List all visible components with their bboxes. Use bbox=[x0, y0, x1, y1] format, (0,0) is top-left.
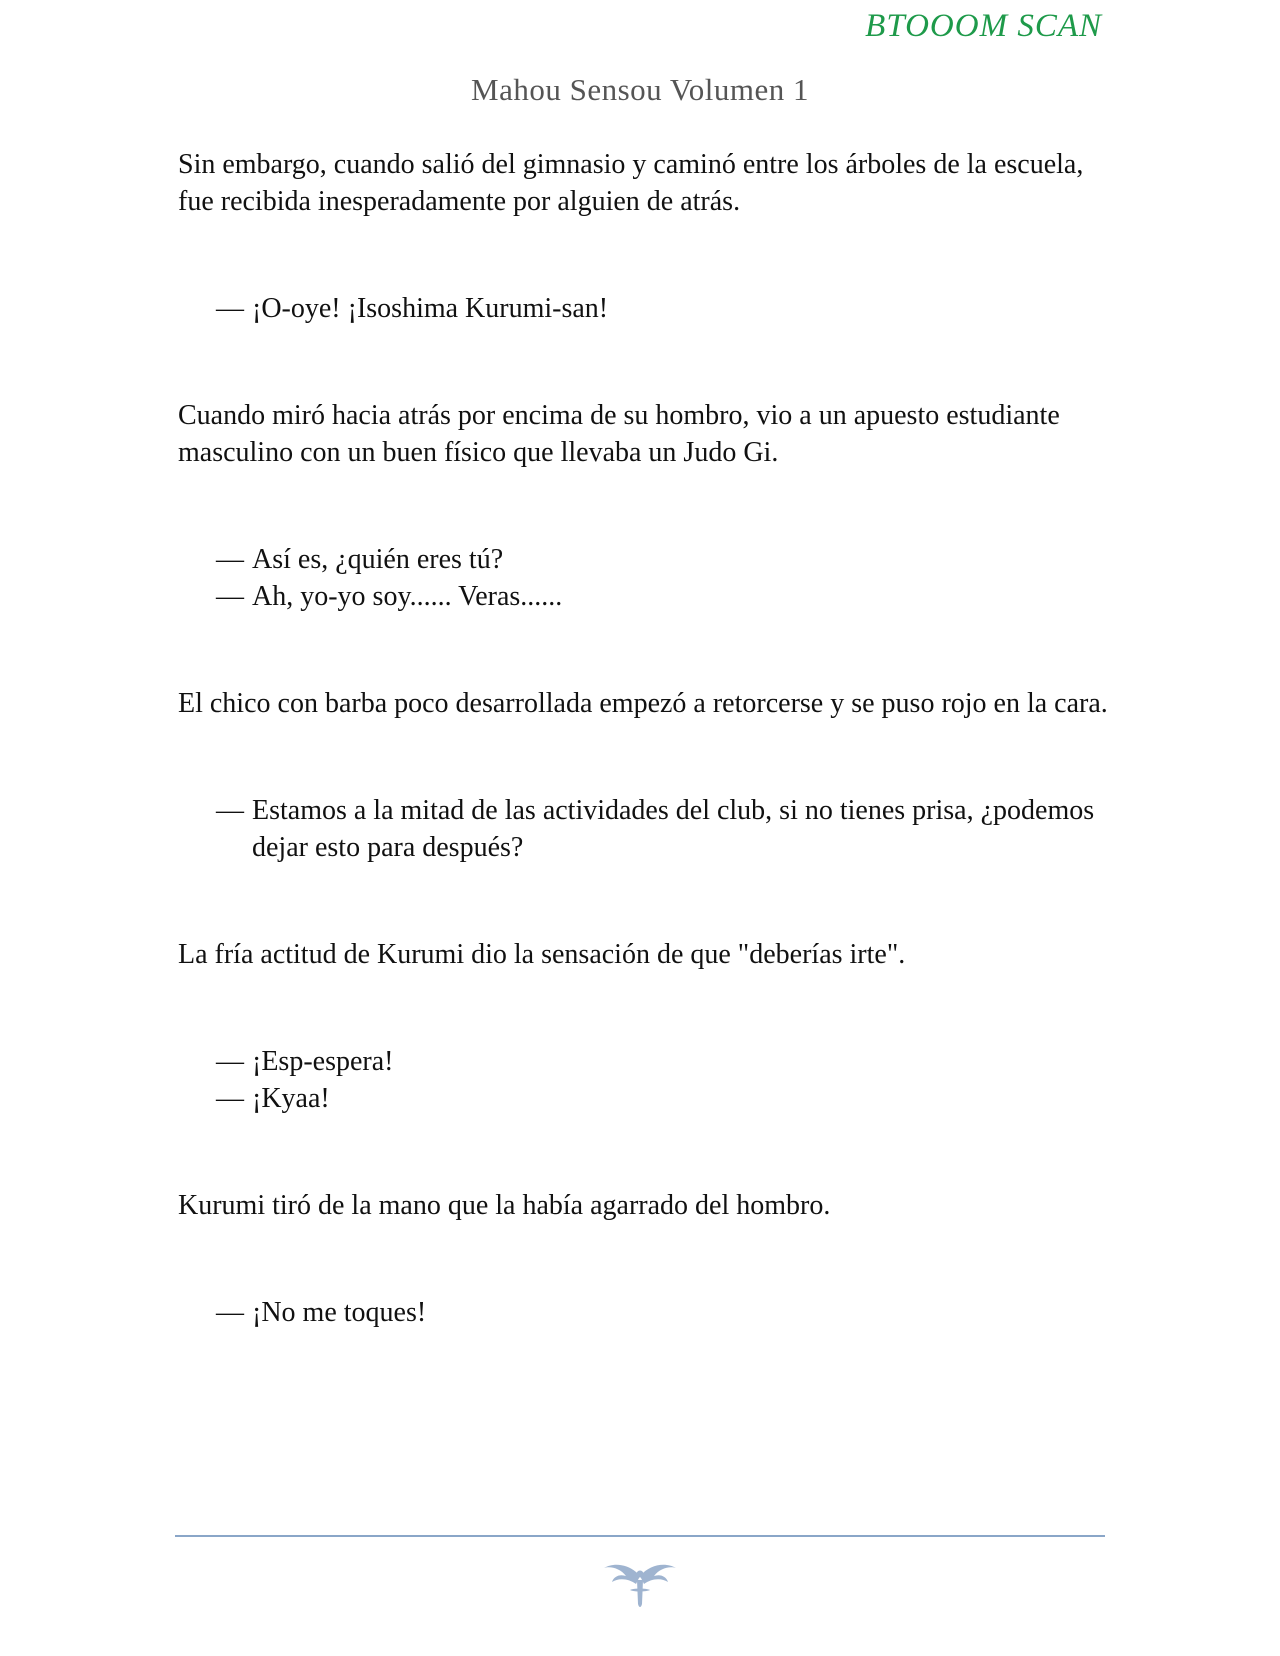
dialog-text: ¡No me toques! bbox=[252, 1297, 427, 1328]
dialog-line bbox=[216, 541, 1108, 578]
dialog-text: Ah, yo-yo soy...... Veras...... bbox=[252, 581, 563, 612]
dash-glyph: — bbox=[216, 795, 244, 826]
paragraph-4: La fría actitud de Kurumi dio la sensación de que "deberías irte". bbox=[178, 939, 906, 970]
footer-divider bbox=[175, 1535, 1105, 1537]
dialog-block-1 bbox=[178, 290, 1108, 327]
dialog-line bbox=[216, 290, 1108, 327]
dialog-line bbox=[216, 792, 1108, 866]
page-header-title: Mahou Sensou Volumen 1 bbox=[471, 72, 809, 107]
paragraph-1: Sin embargo, cuando salió del gimnasio y caminó entre los árboles de la escuela, fue recibida inesperadamente por alguien de atrás. bbox=[178, 149, 1084, 217]
dash-glyph: — bbox=[216, 1297, 244, 1328]
dialog-text: ¡O-oye! ¡Isoshima Kurumi-san! bbox=[252, 293, 609, 324]
dash-glyph: — bbox=[216, 581, 244, 612]
dash-glyph: — bbox=[216, 1046, 244, 1077]
dialog-line bbox=[216, 1294, 1108, 1331]
dialog-block-3 bbox=[178, 792, 1108, 866]
dialog-text: Así es, ¿quién eres tú? bbox=[252, 544, 504, 575]
paragraph-5: Kurumi tiró de la mano que la había agarrado del hombro. bbox=[178, 1190, 831, 1221]
dialog-line bbox=[216, 1080, 1108, 1117]
watermark: BTOOOM SCAN bbox=[865, 8, 1102, 44]
dialog-text: Estamos a la mitad de las actividades del club, si no tienes prisa, ¿podemos dejar esto para después? bbox=[252, 795, 1095, 863]
dash-glyph: — bbox=[216, 544, 244, 575]
dialog-block-5 bbox=[178, 1294, 1108, 1331]
dash-glyph: — bbox=[216, 1083, 244, 1114]
dash-glyph: — bbox=[216, 293, 244, 324]
fleuron-ornament-icon bbox=[600, 1554, 680, 1610]
dialog-block-4 bbox=[178, 1043, 1108, 1117]
paragraph-3: El chico con barba poco desarrollada empezó a retorcerse y se puso rojo en la cara. bbox=[178, 688, 1108, 719]
dialog-text: ¡Kyaa! bbox=[252, 1083, 330, 1114]
dialog-line bbox=[216, 1043, 1108, 1080]
page-content bbox=[178, 146, 1108, 1331]
dialog-text: ¡Esp-espera! bbox=[252, 1046, 394, 1077]
dialog-line bbox=[216, 578, 1108, 615]
dialog-block-2 bbox=[178, 541, 1108, 615]
paragraph-2: Cuando miró hacia atrás por encima de su hombro, vio a un apuesto estudiante masculino con un buen físico que llevaba un Judo Gi. bbox=[178, 400, 1060, 468]
